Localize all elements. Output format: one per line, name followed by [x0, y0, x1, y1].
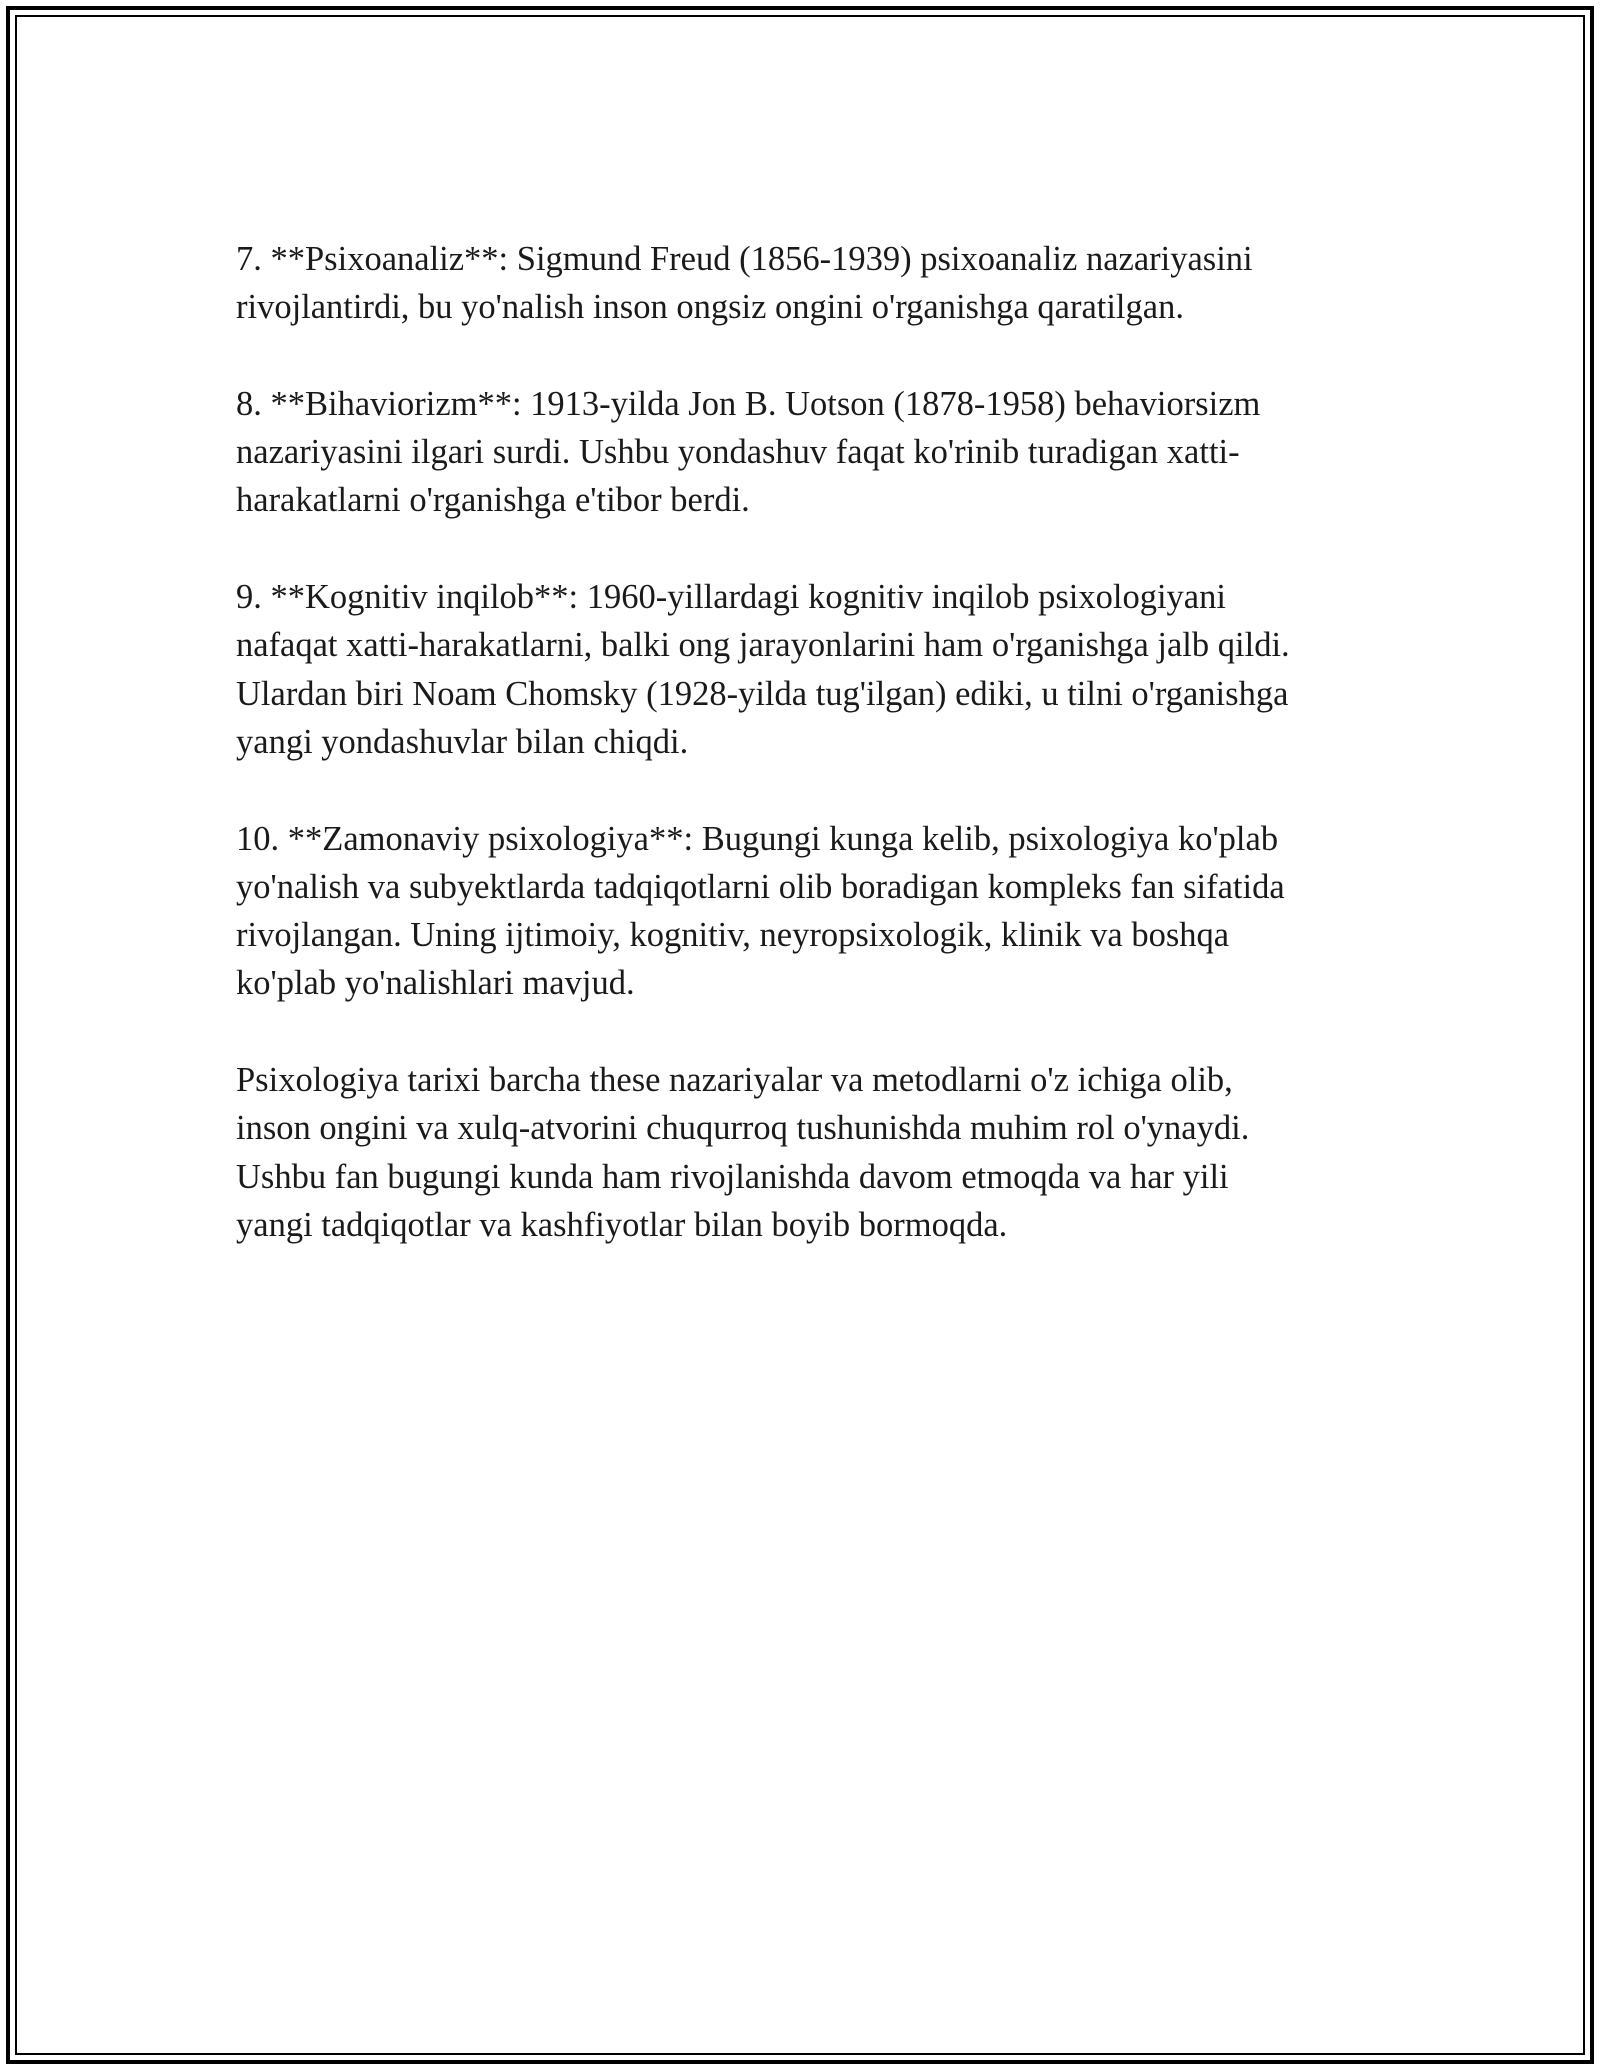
paragraph-zamonaviy-psixologiya: 10. **Zamonaviy psixologiya**: Bugungi kunga kelib, psixologiya ko'plab yo'nalish va subyektlarda tadqiqotlarni olib boradigan kompleks fan sifatida rivojlangan. Uning ijtimoiy, kognitiv, neyropsixologik, klinik va boshqa ko'plab yo'nalishlari mavjud. — [236, 819, 1285, 1003]
paragraph-bihaviorizm: 8. **Bihaviorizm**: 1913-yilda Jon B. Uotson (1878-1958) behaviorsizm nazariyasini ilgari surdi. Ushbu yondashuv faqat ko'rinib turadigan xatti- harakatlarni o'rganishga e'tibor berdi. — [236, 384, 1261, 520]
document-body — [236, 235, 1386, 1298]
paragraph-psixoanaliz: 7. **Psixoanaliz**: Sigmund Freud (1856-1939) psixoanaliz nazariyasini rivojlantirdi, bu yo'nalish inson ongsiz ongini o'rganishga qaratilgan. — [236, 240, 1253, 327]
paragraph-conclusion: Psixologiya tarixi barcha these nazariyalar va metodlarni o'z ichiga olib, inson ongini va xulq-atvorini chuqurroq tushunishda muhim rol o'ynaydi. Ushbu fan bugungi kunda ham rivojlanishda davom etmoqda va har yili yangi tadqiqotlar va kashfiyotlar bilan boyib bormoqda. — [236, 1061, 1250, 1244]
paragraph-kognitiv-inqilob: 9. **Kognitiv inqilob**: 1960-yillardagi kognitiv inqilob psixologiyani nafaqat xatti-harakatlarni, balki ong jarayonlarini ham o'rganishga jalb qildi. Ulardan biri Noam Chomsky (1928-yilda tug'ilgan) ediki, u tilni o'rganishga yangi yondashuvlar bilan chiqdi. — [236, 578, 1290, 761]
